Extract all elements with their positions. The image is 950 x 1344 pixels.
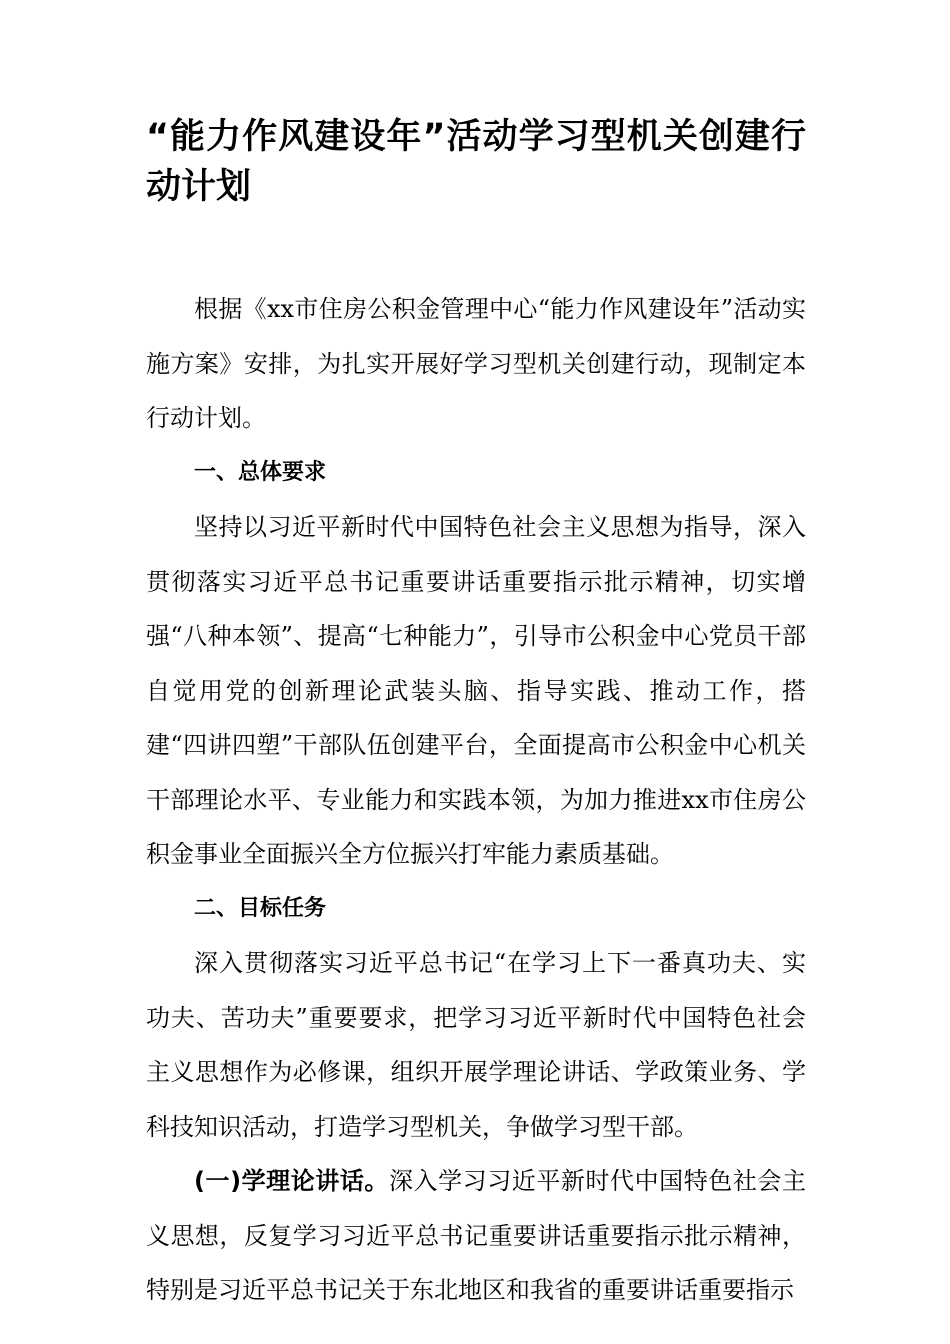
item-paragraph-study-theory (146, 1154, 806, 1318)
document-page (146, 112, 806, 1318)
document-body (146, 282, 806, 1318)
intro-paragraph: 根据《xx市住房公积金管理中心“能力作风建设年”活动实施方案》安排，为扎实开展好学习型机关创建行动，现制定本行动计划。 (146, 295, 806, 432)
item-label-study-theory: (一)学理论讲话。 (194, 1167, 389, 1195)
section-heading-goals-tasks: 二、目标任务 (194, 895, 327, 921)
section-paragraph-goals-tasks: 深入贯彻落实习近平总书记“在学习上下一番真功夫、实功夫、苦功夫”重要要求，把学习习近平新时代中国特色社会主义思想作为必修课，组织开展学理论讲话、学政策业务、学科技知识活动，打造学习型机关，争做学习型干部。 (146, 949, 806, 1141)
document-title: “能力作风建设年”活动学习型机关创建行动计划 (146, 117, 806, 207)
section-heading-general-requirements: 一、总体要求 (194, 459, 327, 485)
item-body-study-theory: 深入学习习近平新时代中国特色社会主义思想，反复学习习近平总书记重要讲话重要指示批示精神，特别是习近平总书记关于东北地区和我省的重要讲话重要指示 (146, 1167, 806, 1304)
section-paragraph-general-requirements: 坚持以习近平新时代中国特色社会主义思想为指导，深入贯彻落实习近平总书记重要讲话重要指示批示精神，切实增强“八种本领”、提高“七种能力”，引导市公积金中心党员干部自觉用党的创新理论武装头脑、指导实践、推动工作，搭建“四讲四塑”干部队伍创建平台，全面提高市公积金中心机关干部理论水平、专业能力和实践本领，为加力推进xx市住房公积金事业全面振兴全方位振兴打牢能力素质基础。 (146, 513, 806, 868)
